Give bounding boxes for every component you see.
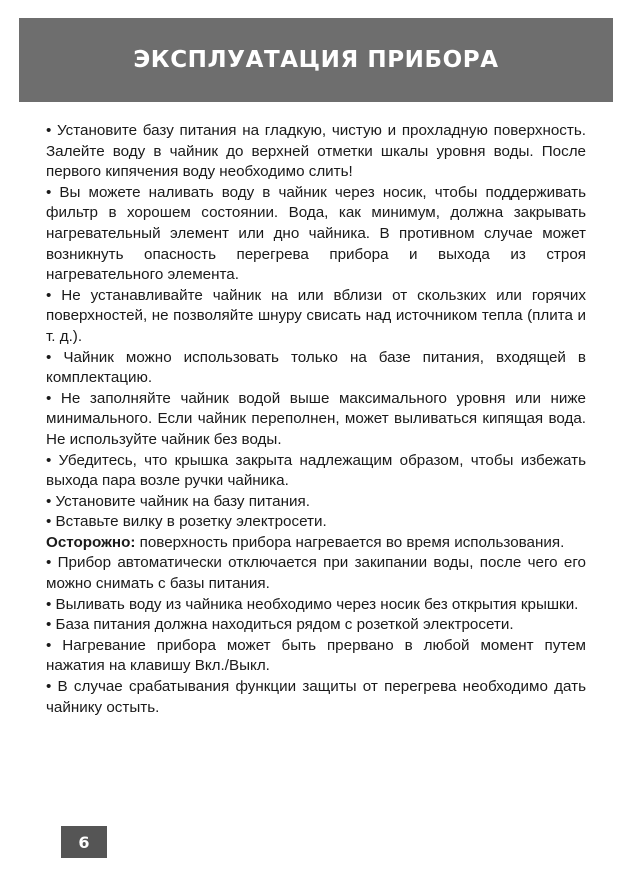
instruction-paragraph: • В случае срабатывания функции защиты от перегрева необходимо дать чайнику остыть. [46, 678, 586, 716]
instruction-paragraph: • Установите базу питания на гладкую, чистую и прохладную поверхность. Залейте воду в чайник до верхней отметки шкалы уровня воды. После первого кипячения воду необходимо слить! [46, 122, 586, 181]
instruction-paragraph: • База питания должна находиться рядом с розеткой электросети. [46, 616, 514, 634]
instruction-paragraph: • Установите чайник на базу питания. [46, 492, 310, 510]
page-number: 6 [78, 832, 90, 852]
instruction-paragraph: • Выливать воду из чайника необходимо через носик без открытия крышки. [46, 595, 579, 613]
instruction-paragraph: • Прибор автоматически отключается при закипании воды, после чего его можно снимать с базы питания. [46, 554, 586, 593]
instruction-paragraph: • Вы можете наливать воду в чайник через носик, чтобы поддерживать фильтр в хорошем состоянии. Вода, как минимум, должна закрывать нагревательный элемент или дно чайника. В противном случае может возникнуть опасность перегрева прибора и выхода из строя нагревательного элемента. [46, 183, 586, 284]
caution-label: Осторожно: [46, 533, 136, 551]
section-header [19, 18, 613, 102]
page-number-badge [61, 826, 107, 858]
section-title: ЭКСПЛУАТАЦИЯ ПРИБОРА [133, 47, 499, 73]
instruction-paragraph: • Не устанавливайте чайник на или вблизи от скользких или горячих поверхностей, не позволяйте шнуру свисать над источником тепла (плита и т. д.). [46, 286, 586, 345]
instruction-paragraph: • Убедитесь, что крышка закрыта надлежащим образом, чтобы избежать выхода пара возле ручки чайника. [46, 451, 586, 490]
instruction-paragraph: • Нагревание прибора может быть прервано в любой момент путем нажатия на клавишу Вкл./Выкл. [46, 636, 586, 675]
caution-paragraph [46, 533, 586, 554]
instruction-paragraph: • Не заполняйте чайник водой выше максимального уровня или ниже минимального. Если чайник переполнен, может выливаться кипящая вода. Не используйте чайник без воды. [46, 389, 586, 448]
caution-text: поверхность прибора нагревается во время использования. [135, 533, 565, 551]
instruction-paragraph: • Чайник можно использовать только на базе питания, входящей в комплектацию. [46, 348, 586, 387]
instructions-body [46, 121, 586, 718]
instruction-paragraph: • Вставьте вилку в розетку электросети. [46, 513, 327, 531]
